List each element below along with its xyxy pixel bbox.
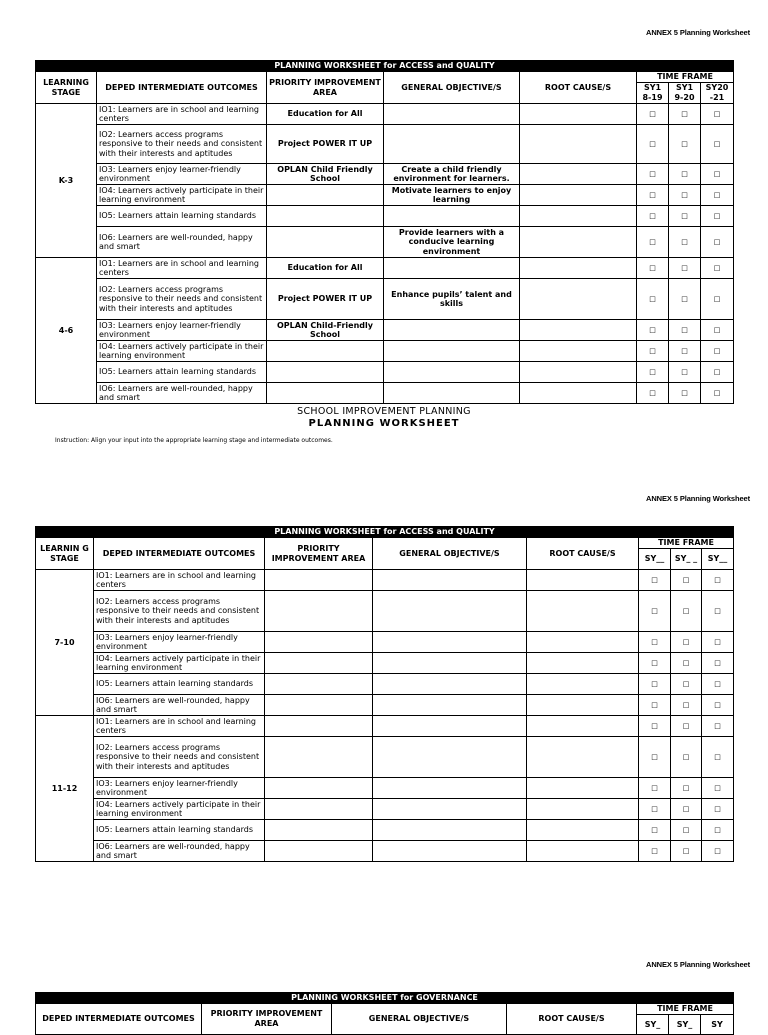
header-deped-outcomes: DEPED INTERMEDIATE OUTCOMES bbox=[94, 538, 265, 570]
general-objective-cell bbox=[373, 737, 527, 778]
outcome-cell: IO1: Learners are in school and learning centers bbox=[94, 570, 265, 591]
root-cause-cell bbox=[527, 841, 639, 862]
table-row bbox=[36, 570, 734, 591]
root-cause-cell bbox=[520, 383, 637, 404]
checkbox-icon: □ bbox=[702, 695, 734, 716]
general-objective-cell bbox=[373, 716, 527, 737]
table-row bbox=[36, 674, 734, 695]
checkbox-icon: □ bbox=[639, 570, 671, 591]
table-row bbox=[36, 737, 734, 778]
root-cause-cell bbox=[527, 570, 639, 591]
checkbox-icon: □ bbox=[639, 632, 671, 653]
outcome-cell: IO2: Learners access programs responsive to their needs and consistent with their interests and aptitudes bbox=[94, 591, 265, 632]
checkbox-icon: □ bbox=[637, 279, 669, 320]
general-objective-cell bbox=[373, 570, 527, 591]
checkbox-icon: □ bbox=[701, 104, 734, 125]
header-deped-outcomes: DEPED INTERMEDIATE OUTCOMES bbox=[97, 72, 267, 104]
checkbox-icon: □ bbox=[669, 125, 701, 164]
priority-area-cell: OPLAN Child Friendly School bbox=[267, 164, 384, 185]
table-row bbox=[36, 362, 734, 383]
root-cause-cell bbox=[527, 674, 639, 695]
checkbox-icon: □ bbox=[637, 362, 669, 383]
header-root-cause: ROOT CAUSE/S bbox=[527, 538, 639, 570]
checkbox-icon: □ bbox=[702, 653, 734, 674]
checkbox-icon: □ bbox=[671, 716, 702, 737]
general-objective-cell bbox=[373, 778, 527, 799]
header-learning-stage: LEARNING STAGE bbox=[36, 72, 97, 104]
checkbox-icon: □ bbox=[701, 164, 734, 185]
root-cause-cell bbox=[520, 227, 637, 258]
outcome-cell: IO4: Learners actively participate in their learning environment bbox=[97, 185, 267, 206]
checkbox-icon: □ bbox=[671, 799, 702, 820]
worksheet-table-governance bbox=[35, 992, 734, 1035]
checkbox-icon: □ bbox=[701, 341, 734, 362]
checkbox-icon: □ bbox=[639, 695, 671, 716]
priority-area-cell bbox=[265, 674, 373, 695]
checkbox-icon: □ bbox=[669, 164, 701, 185]
priority-area-cell bbox=[265, 799, 373, 820]
checkbox-icon: □ bbox=[671, 591, 702, 632]
general-objective-cell: Enhance pupils’ talent and skills bbox=[384, 279, 520, 320]
root-cause-cell bbox=[520, 206, 637, 227]
caption-school-improvement: SCHOOL IMPROVEMENT PLANNING bbox=[297, 406, 471, 417]
table-row bbox=[36, 632, 734, 653]
table-row bbox=[36, 778, 734, 799]
priority-area-cell: Education for All bbox=[267, 258, 384, 279]
table-row bbox=[36, 695, 734, 716]
annex-label: ANNEX 5 Planning Worksheet bbox=[646, 494, 750, 503]
checkbox-icon: □ bbox=[639, 737, 671, 778]
checkbox-icon: □ bbox=[702, 591, 734, 632]
priority-area-cell bbox=[265, 778, 373, 799]
learning-stage-cell: 7-10 bbox=[36, 570, 94, 716]
checkbox-icon: □ bbox=[702, 820, 734, 841]
annex-label: ANNEX 5 Planning Worksheet bbox=[646, 28, 750, 37]
general-objective-cell bbox=[384, 104, 520, 125]
root-cause-cell bbox=[527, 737, 639, 778]
checkbox-icon: □ bbox=[701, 125, 734, 164]
root-cause-cell bbox=[527, 632, 639, 653]
checkbox-icon: □ bbox=[671, 778, 702, 799]
checkbox-icon: □ bbox=[637, 185, 669, 206]
priority-area-cell bbox=[267, 383, 384, 404]
outcome-cell: IO2: Learners access programs responsive to their needs and consistent with their interests and aptitudes bbox=[94, 737, 265, 778]
table-row bbox=[36, 383, 734, 404]
header-time-frame: TIME FRAME bbox=[637, 72, 734, 83]
learning-stage-cell: K-3 bbox=[36, 104, 97, 258]
priority-area-cell bbox=[265, 716, 373, 737]
table-row bbox=[36, 799, 734, 820]
checkbox-icon: □ bbox=[671, 820, 702, 841]
checkbox-icon: □ bbox=[669, 362, 701, 383]
outcome-cell: IO5: Learners attain learning standards bbox=[94, 820, 265, 841]
priority-area-cell: Education for All bbox=[267, 104, 384, 125]
priority-area-cell bbox=[265, 570, 373, 591]
general-objective-cell bbox=[373, 695, 527, 716]
root-cause-cell bbox=[527, 716, 639, 737]
instruction-text: Instruction: Align your input into the appropriate learning stage and intermediate outcomes. bbox=[55, 437, 333, 444]
checkbox-icon: □ bbox=[639, 841, 671, 862]
general-objective-cell bbox=[384, 341, 520, 362]
outcome-cell: IO1: Learners are in school and learning centers bbox=[97, 258, 267, 279]
checkbox-icon: □ bbox=[701, 383, 734, 404]
priority-area-cell bbox=[267, 362, 384, 383]
learning-stage-cell: 11-12 bbox=[36, 716, 94, 862]
checkbox-icon: □ bbox=[702, 841, 734, 862]
checkbox-icon: □ bbox=[701, 206, 734, 227]
checkbox-icon: □ bbox=[702, 570, 734, 591]
priority-area-cell bbox=[265, 737, 373, 778]
priority-area-cell bbox=[265, 591, 373, 632]
outcome-cell: IO2: Learners access programs responsive to their needs and consistent with their interests and aptitudes bbox=[97, 279, 267, 320]
table-row bbox=[36, 125, 734, 164]
checkbox-icon: □ bbox=[639, 653, 671, 674]
priority-area-cell bbox=[267, 185, 384, 206]
general-objective-cell bbox=[384, 383, 520, 404]
table-row bbox=[36, 841, 734, 862]
outcome-cell: IO4: Learners actively participate in their learning environment bbox=[94, 799, 265, 820]
timeframe-col-1: SY_ bbox=[637, 1015, 669, 1035]
checkbox-icon: □ bbox=[637, 341, 669, 362]
priority-area-cell bbox=[265, 653, 373, 674]
general-objective-cell: Provide learners with a conducive learning environment bbox=[384, 227, 520, 258]
priority-area-cell bbox=[265, 695, 373, 716]
checkbox-icon: □ bbox=[702, 799, 734, 820]
root-cause-cell bbox=[520, 341, 637, 362]
root-cause-cell bbox=[520, 279, 637, 320]
header-time-frame: TIME FRAME bbox=[637, 1004, 734, 1015]
outcome-cell: IO5: Learners attain learning standards bbox=[97, 362, 267, 383]
priority-area-cell: OPLAN Child-Friendly School bbox=[267, 320, 384, 341]
checkbox-icon: □ bbox=[637, 104, 669, 125]
checkbox-icon: □ bbox=[671, 737, 702, 778]
table-row bbox=[36, 716, 734, 737]
checkbox-icon: □ bbox=[701, 258, 734, 279]
priority-area-cell bbox=[265, 820, 373, 841]
checkbox-icon: □ bbox=[639, 591, 671, 632]
checkbox-icon: □ bbox=[671, 570, 702, 591]
checkbox-icon: □ bbox=[669, 383, 701, 404]
general-objective-cell bbox=[373, 674, 527, 695]
checkbox-icon: □ bbox=[671, 841, 702, 862]
checkbox-icon: □ bbox=[701, 227, 734, 258]
general-objective-cell bbox=[384, 362, 520, 383]
general-objective-cell bbox=[384, 320, 520, 341]
checkbox-icon: □ bbox=[637, 258, 669, 279]
root-cause-cell bbox=[520, 185, 637, 206]
checkbox-icon: □ bbox=[671, 653, 702, 674]
priority-area-cell: Project POWER IT UP bbox=[267, 125, 384, 164]
checkbox-icon: □ bbox=[639, 799, 671, 820]
general-objective-cell bbox=[373, 841, 527, 862]
checkbox-icon: □ bbox=[669, 104, 701, 125]
checkbox-icon: □ bbox=[702, 778, 734, 799]
checkbox-icon: □ bbox=[702, 632, 734, 653]
checkbox-icon: □ bbox=[669, 279, 701, 320]
general-objective-cell bbox=[373, 591, 527, 632]
table-row bbox=[36, 185, 734, 206]
checkbox-icon: □ bbox=[669, 185, 701, 206]
outcome-cell: IO5: Learners attain learning standards bbox=[94, 674, 265, 695]
root-cause-cell bbox=[520, 125, 637, 164]
checkbox-icon: □ bbox=[669, 320, 701, 341]
checkbox-icon: □ bbox=[701, 320, 734, 341]
priority-area-cell bbox=[267, 341, 384, 362]
priority-area-cell bbox=[267, 227, 384, 258]
checkbox-icon: □ bbox=[702, 716, 734, 737]
checkbox-icon: □ bbox=[637, 164, 669, 185]
general-objective-cell bbox=[373, 653, 527, 674]
general-objective-cell bbox=[384, 125, 520, 164]
general-objective-cell: Create a child friendly environment for learners. bbox=[384, 164, 520, 185]
timeframe-col-3: SY20 -21 bbox=[701, 83, 734, 104]
outcome-cell: IO6: Learners are well-rounded, happy and smart bbox=[97, 227, 267, 258]
header-root-cause: ROOT CAUSE/S bbox=[507, 1004, 637, 1035]
root-cause-cell bbox=[527, 653, 639, 674]
outcome-cell: IO2: Learners access programs responsive to their needs and consistent with their interests and aptitudes bbox=[97, 125, 267, 164]
general-objective-cell: Motivate learners to enjoy learning bbox=[384, 185, 520, 206]
root-cause-cell bbox=[527, 799, 639, 820]
learning-stage-cell: 4-6 bbox=[36, 258, 97, 404]
table-banner: PLANNING WORKSHEET for ACCESS and QUALITY bbox=[36, 527, 734, 538]
caption-planning-worksheet: PLANNING WORKSHEET bbox=[308, 418, 460, 429]
timeframe-col-3: SY__ bbox=[702, 549, 734, 570]
table-row bbox=[36, 653, 734, 674]
checkbox-icon: □ bbox=[671, 674, 702, 695]
general-objective-cell bbox=[373, 820, 527, 841]
outcome-cell: IO6: Learners are well-rounded, happy and smart bbox=[94, 841, 265, 862]
header-root-cause: ROOT CAUSE/S bbox=[520, 72, 637, 104]
checkbox-icon: □ bbox=[637, 383, 669, 404]
root-cause-cell bbox=[527, 695, 639, 716]
header-time-frame: TIME FRAME bbox=[639, 538, 734, 549]
checkbox-icon: □ bbox=[637, 227, 669, 258]
table-row bbox=[36, 164, 734, 185]
timeframe-col-2: SY1 9-20 bbox=[669, 83, 701, 104]
general-objective-cell bbox=[373, 799, 527, 820]
root-cause-cell bbox=[520, 362, 637, 383]
root-cause-cell bbox=[527, 820, 639, 841]
root-cause-cell bbox=[520, 104, 637, 125]
table-row bbox=[36, 279, 734, 320]
table-row bbox=[36, 206, 734, 227]
table-row bbox=[36, 820, 734, 841]
checkbox-icon: □ bbox=[639, 716, 671, 737]
header-priority-area: PRIORITY IMPROVEMENT AREA bbox=[267, 72, 384, 104]
timeframe-col-2: SY_ bbox=[669, 1015, 701, 1035]
table-row bbox=[36, 104, 734, 125]
header-general-objective: GENERAL OBJECTIVE/S bbox=[384, 72, 520, 104]
outcome-cell: IO3: Learners enjoy learner-friendly environment bbox=[94, 778, 265, 799]
timeframe-col-2: SY_ _ bbox=[671, 549, 702, 570]
priority-area-cell bbox=[265, 632, 373, 653]
checkbox-icon: □ bbox=[637, 125, 669, 164]
checkbox-icon: □ bbox=[701, 279, 734, 320]
priority-area-cell bbox=[265, 841, 373, 862]
checkbox-icon: □ bbox=[669, 341, 701, 362]
header-general-objective: GENERAL OBJECTIVE/S bbox=[373, 538, 527, 570]
outcome-cell: IO1: Learners are in school and learning centers bbox=[97, 104, 267, 125]
outcome-cell: IO3: Learners enjoy learner-friendly environment bbox=[94, 632, 265, 653]
header-priority-area: PRIORITY IMPROVEMENT AREA bbox=[265, 538, 373, 570]
header-priority-area: PRIORITY IMPROVEMENT AREA bbox=[202, 1004, 332, 1035]
checkbox-icon: □ bbox=[702, 737, 734, 778]
priority-area-cell bbox=[267, 206, 384, 227]
general-objective-cell bbox=[373, 632, 527, 653]
general-objective-cell bbox=[384, 206, 520, 227]
checkbox-icon: □ bbox=[671, 695, 702, 716]
root-cause-cell bbox=[520, 164, 637, 185]
timeframe-col-1: SY1 8-19 bbox=[637, 83, 669, 104]
table-row bbox=[36, 258, 734, 279]
outcome-cell: IO6: Learners are well-rounded, happy and smart bbox=[97, 383, 267, 404]
checkbox-icon: □ bbox=[669, 227, 701, 258]
outcome-cell: IO3: Learners enjoy learner-friendly environment bbox=[97, 164, 267, 185]
priority-area-cell: Project POWER IT UP bbox=[267, 279, 384, 320]
checkbox-icon: □ bbox=[639, 820, 671, 841]
outcome-cell: IO6: Learners are well-rounded, happy and smart bbox=[94, 695, 265, 716]
checkbox-icon: □ bbox=[669, 258, 701, 279]
checkbox-icon: □ bbox=[701, 185, 734, 206]
timeframe-col-1: SY__ bbox=[639, 549, 671, 570]
header-learning-stage: LEARNIN G STAGE bbox=[36, 538, 94, 570]
checkbox-icon: □ bbox=[669, 206, 701, 227]
annex-label: ANNEX 5 Planning Worksheet bbox=[646, 960, 750, 969]
worksheet-table-access-quality-1 bbox=[35, 60, 734, 404]
table-banner: PLANNING WORKSHEET for GOVERNANCE bbox=[36, 993, 734, 1004]
checkbox-icon: □ bbox=[639, 778, 671, 799]
table-row bbox=[36, 341, 734, 362]
table-row bbox=[36, 227, 734, 258]
outcome-cell: IO5: Learners attain learning standards bbox=[97, 206, 267, 227]
outcome-cell: IO4: Learners actively participate in their learning environment bbox=[97, 341, 267, 362]
timeframe-col-3: SY bbox=[701, 1015, 734, 1035]
header-general-objective: GENERAL OBJECTIVE/S bbox=[332, 1004, 507, 1035]
root-cause-cell bbox=[520, 320, 637, 341]
general-objective-cell bbox=[384, 258, 520, 279]
outcome-cell: IO4: Learners actively participate in their learning environment bbox=[94, 653, 265, 674]
checkbox-icon: □ bbox=[639, 674, 671, 695]
outcome-cell: IO1: Learners are in school and learning centers bbox=[94, 716, 265, 737]
checkbox-icon: □ bbox=[637, 206, 669, 227]
outcome-cell: IO3: Learners enjoy learner-friendly environment bbox=[97, 320, 267, 341]
table-row bbox=[36, 320, 734, 341]
root-cause-cell bbox=[520, 258, 637, 279]
table-row bbox=[36, 591, 734, 632]
checkbox-icon: □ bbox=[702, 674, 734, 695]
checkbox-icon: □ bbox=[671, 632, 702, 653]
header-deped-outcomes: DEPED INTERMEDIATE OUTCOMES bbox=[36, 1004, 202, 1035]
worksheet-table-access-quality-2 bbox=[35, 526, 734, 862]
checkbox-icon: □ bbox=[637, 320, 669, 341]
root-cause-cell bbox=[527, 778, 639, 799]
checkbox-icon: □ bbox=[701, 362, 734, 383]
root-cause-cell bbox=[527, 591, 639, 632]
table-banner: PLANNING WORKSHEET for ACCESS and QUALITY bbox=[36, 61, 734, 72]
